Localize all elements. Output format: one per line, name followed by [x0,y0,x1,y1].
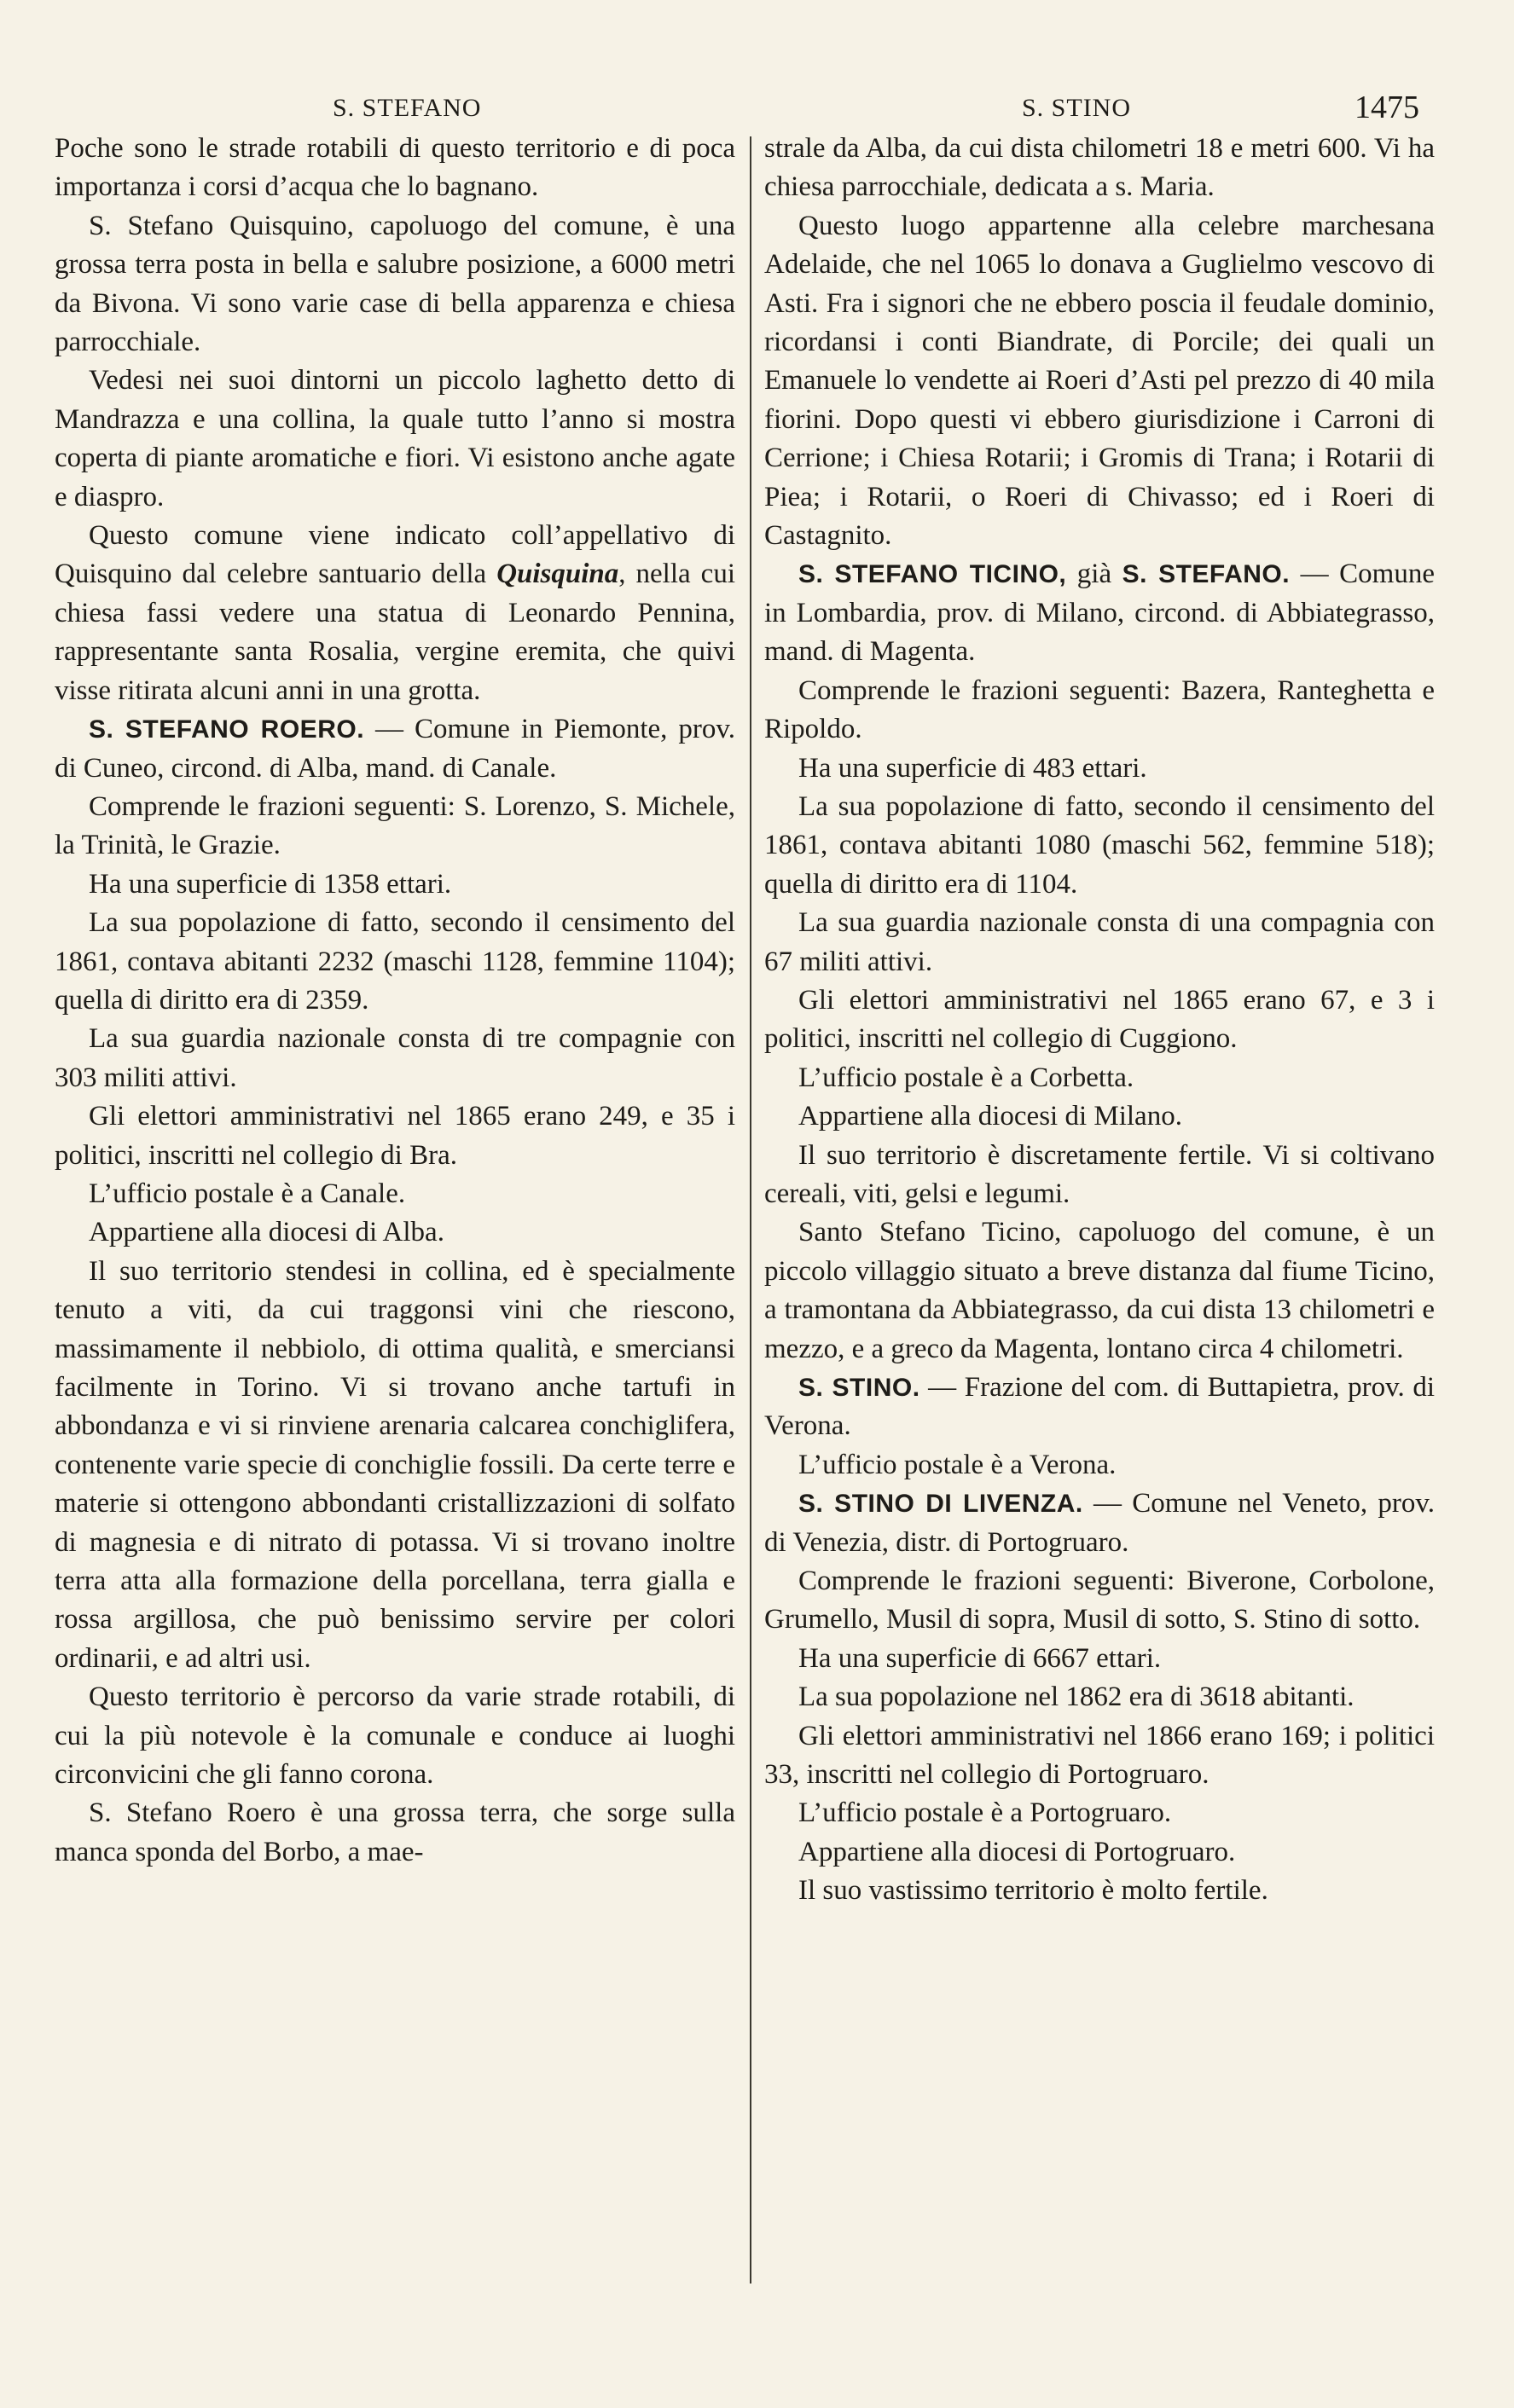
entry-heading: S. STEFANO ROERO. [89,715,365,744]
entry-text: — Frazione del com. di Buttapietra, prov. di Verona. [764,1372,1435,1442]
paragraph: L’ufficio postale è a Corbetta. [798,1062,1134,1093]
entry-heading: S. STINO. [798,1374,920,1402]
right-column [764,130,1435,1911]
entry-text: già [1066,559,1122,590]
paragraph: S. Stefano Quisquino, capoluogo del comune, è una grossa terra posta in bella e salubre posizione, a 6000 metri da Bivona. Vi sono varie case di bella apparenza e chiesa parrocchiale. [55,210,735,358]
paragraph: Ha una superficie di 483 ettari. [798,752,1147,784]
entry-paragraph [55,710,735,788]
paragraph: Questo luogo appartenne alla celebre marchesana Adelaide, che nel 1065 lo donava a Guglielmo vescovo di Asti. Fra i signori che ne ebbero poscia il feudale dominio, ricordansi i conti Biandrate, di Porcile; dei quali un Emanuele lo vendette ai Roeri d’Asti pel prezzo di 40 mila fiorini. Dopo questi vi ebbero giurisdizione i Carroni di Cerrione; i Chiesa Rotarii; i Gromis di Trana; i Rotarii di Piea; i Rotarii, o Roeri di Chivasso; ed i Roeri di Castagnito. [764,210,1435,552]
paragraph: Comprende le frazioni seguenti: S. Lorenzo, S. Michele, la Trinità, le Grazie. [55,790,735,861]
paragraph: Appartiene alla diocesi di Portogruaro. [798,1836,1236,1867]
paragraph: Gli elettori amministrativi nel 1866 erano 169; i politici 33, inscritti nel collegio di Portogruaro. [764,1720,1435,1791]
paragraph: Ha una superficie di 1358 ettari. [89,868,452,900]
paragraph: Gli elettori amministrativi nel 1865 erano 67, e 3 i politici, inscritti nel collegio di Cuggiono. [764,984,1435,1055]
page-number: 1475 [1354,90,1419,125]
entry-text: — Comune in Lombardia, prov. di Milano, circond. di Abbiategrasso, mand. di Magenta. [764,559,1435,668]
entry-text: — Comune nel Veneto, prov. di Venezia, distr. di Portogruaro. [764,1488,1435,1558]
paragraph: Comprende le frazioni seguenti: Bazera, Ranteghetta e Ripoldo. [764,674,1435,745]
entry-heading: S. STEFANO TICINO, [798,560,1067,589]
paragraph: Santo Stefano Ticino, capoluogo del comune, è un piccolo villaggio situato a breve distanza dal fiume Ticino, a tramontana da Abbiategrasso, da cui dista 13 chilometri e mezzo, e a greco da Magenta, lontano circa 4 chilometri. [764,1217,1435,1364]
column-divider [750,136,751,2284]
paragraph: Il suo territorio stendesi in collina, ed è specialmente tenuto a viti, da cui traggonsi vini che riescono, massimamente il nebbiolo, di ottima qualità, e smerciansi facilmente in Torino. Vi si trovano anche tartufi in abbondanza e vi si rinviene arenaria calcarea conchiglifera, contenente varie specie di conchiglie fossili. Da certe terre e materie si ottengono abbondanti cristallizzazioni di solfato di magnesia e di nitrato di potassa. Vi si trovano inoltre terra atta alla formazione della porcellana, terra gialla e rossa argillosa, che può benissimo servire per colori ordinarii, e ad altri usi. [55,1255,735,1674]
entry-heading: S. STINO DI LIVENZA. [798,1490,1083,1519]
emphasis-quisquina: Quisquina [496,559,619,590]
paragraph-text: , nella cui chiesa fassi vedere una statua di Leonardo Pennina, rappresentante santa Rosalia, vergine eremita, che quivi visse ritirata alcuni anni in una grotta. [55,559,735,706]
paragraph: Il suo territorio è discretamente fertile. Vi si coltivano cereali, viti, gelsi e legumi. [764,1139,1435,1209]
paragraph-text: Questo comune viene indicato coll’appellativo di Quisquino dal celebre santuario della [55,520,735,590]
paragraph: La sua popolazione di fatto, secondo il censimento del 1861, contava abitanti 1080 (maschi 562, femmine 518); quella di diritto era di 1104. [764,790,1435,900]
paragraph: Appartiene alla diocesi di Alba. [89,1217,444,1248]
paragraph: La sua guardia nazionale consta di una compagnia con 67 militi attivi. [764,907,1435,977]
paragraph: S. Stefano Roero è una grossa terra, che sorge sulla manca sponda del Borbo, a mae- [55,1797,735,1867]
page-header [0,85,1514,136]
paragraph: Questo territorio è percorso da varie strade rotabili, di cui la più notevole è la comunale e conduce ai luoghi circonvicini che gli fanno corona. [55,1682,735,1791]
running-head-left: S. STEFANO [333,94,482,122]
paragraph: Vedesi nei suoi dintorni un piccolo laghetto detto di Mandrazza e una collina, la quale tutto l’anno si mostra coperta di piante aromatiche e fiori. Vi esistono anche agate e diaspro. [55,365,735,512]
paragraph: L’ufficio postale è a Portogruaro. [798,1797,1172,1829]
entry-text: — Comune in Piemonte, prov. di Cuneo, circond. di Alba, mand. di Canale. [55,714,735,784]
entry-paragraph [764,1485,1435,1562]
paragraph: Poche sono le strade rotabili di questo territorio e di poca importanza i corsi d’acqua che lo bagnano. [55,133,735,203]
paragraph: Ha una superficie di 6667 ettari. [798,1642,1162,1674]
entry-heading: S. STEFANO. [1122,560,1291,589]
paragraph: La sua popolazione di fatto, secondo il censimento del 1861, contava abitanti 2232 (maschi 1128, femmine 1104); quella di diritto era di 2359. [55,907,735,1016]
entry-paragraph [764,1369,1435,1446]
paragraph: L’ufficio postale è a Canale. [89,1178,406,1209]
left-column [55,130,735,1872]
paragraph: Comprende le frazioni seguenti: Biverone, Corbolone, Grumello, Musil di sopra, Musil di sotto, S. Stino di sotto. [764,1566,1435,1635]
paragraph: Il suo vastissimo territorio è molto fertile. [798,1875,1268,1907]
entry-paragraph [764,555,1435,671]
paragraph [55,517,735,710]
paragraph: La sua guardia nazionale consta di tre compagnie con 303 militi attivi. [55,1023,735,1093]
paragraph: strale da Alba, da cui dista chilometri 18 e metri 600. Vi ha chiesa parrocchiale, dedicata a s. Maria. [764,133,1435,203]
paragraph: Appartiene alla diocesi di Milano. [798,1101,1182,1132]
paragraph: Gli elettori amministrativi nel 1865 erano 249, e 35 i politici, inscritti nel collegio di Bra. [55,1101,735,1171]
paragraph: La sua popolazione nel 1862 era di 3618 abitanti. [798,1682,1354,1713]
running-head-right: S. STINO [1022,94,1132,122]
paragraph: L’ufficio postale è a Verona. [798,1449,1117,1480]
